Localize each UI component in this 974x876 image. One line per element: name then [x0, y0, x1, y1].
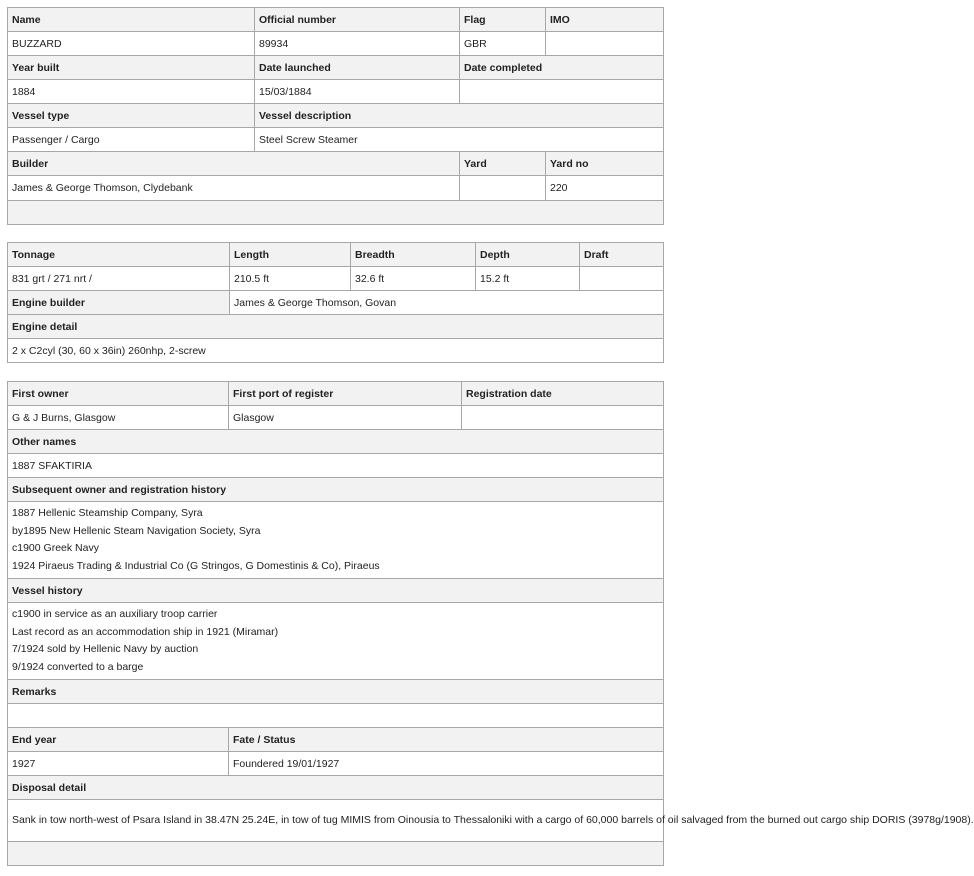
imo-label: IMO [546, 8, 664, 32]
registration-date-label: Registration date [462, 382, 664, 406]
yard-no-value: 220 [546, 176, 664, 201]
length-value: 210.5 ft [230, 267, 351, 291]
vessel-history-list [8, 603, 664, 680]
tonnage-label: Tonnage [8, 243, 230, 267]
first-port-label: First port of register [229, 382, 462, 406]
vessel-type-value: Passenger / Cargo [8, 128, 255, 152]
vessel-dimensions-table [7, 242, 664, 363]
official-number-value: 89934 [255, 32, 460, 56]
name-value: BUZZARD [8, 32, 255, 56]
spacer-row [8, 201, 664, 225]
flag-value: GBR [460, 32, 546, 56]
breadth-value: 32.6 ft [351, 267, 476, 291]
date-completed-value [460, 80, 664, 104]
other-names-value: 1887 SFAKTIRIA [8, 454, 664, 478]
draft-label: Draft [580, 243, 664, 267]
list-item: c1900 Greek Navy [12, 542, 99, 554]
remarks-value [8, 704, 664, 728]
list-item: c1900 in service as an auxiliary troop carrier [12, 608, 218, 620]
year-built-label: Year built [8, 56, 255, 80]
disposal-value: Sank in tow north-west of Psara Island in 38.47N 25.24E, in tow of tug MIMIS from Oinousia to Thessaloniki with a cargo of 60,000 barrels of oil salvaged from the burned out cargo ship DORIS (3978g/1908). [8, 800, 664, 842]
official-number-label: Official number [255, 8, 460, 32]
tonnage-value: 831 grt / 271 nrt / [8, 267, 230, 291]
draft-value [580, 267, 664, 291]
flag-label: Flag [460, 8, 546, 32]
depth-value: 15.2 ft [476, 267, 580, 291]
list-item: 9/1924 converted to a barge [12, 660, 144, 673]
registration-date-value [462, 406, 664, 430]
vessel-identity-table [7, 7, 664, 225]
list-item: by1895 New Hellenic Steam Navigation Society, Syra [12, 524, 261, 537]
spacer-row [8, 842, 664, 866]
length-label: Length [230, 243, 351, 267]
fate-label: Fate / Status [229, 728, 664, 752]
vessel-type-label: Vessel type [8, 104, 255, 128]
date-launched-value: 15/03/1884 [255, 80, 460, 104]
list-item: 1924 Piraeus Trading & Industrial Co (G Stringos, G Domestinis & Co), Piraeus [12, 559, 380, 572]
end-year-value: 1927 [8, 752, 229, 776]
builder-label: Builder [8, 152, 460, 176]
engine-detail-label: Engine detail [8, 315, 664, 339]
subsequent-owner-label: Subsequent owner and registration history [8, 478, 664, 502]
date-launched-label: Date launched [255, 56, 460, 80]
first-owner-label: First owner [8, 382, 229, 406]
list-item: 7/1924 sold by Hellenic Navy by auction [12, 643, 199, 655]
vessel-history-label: Vessel history [8, 579, 664, 603]
yard-label: Yard [460, 152, 546, 176]
yard-value [460, 176, 546, 201]
imo-value [546, 32, 664, 56]
vessel-description-value: Steel Screw Steamer [255, 128, 664, 152]
list-item: 1887 Hellenic Steamship Company, Syra [12, 507, 203, 519]
name-label: Name [8, 8, 255, 32]
first-owner-value: G & J Burns, Glasgow [8, 406, 229, 430]
depth-label: Depth [476, 243, 580, 267]
vessel-history-table [7, 381, 974, 866]
list-item: Last record as an accommodation ship in 1921 (Miramar) [12, 625, 279, 638]
vessel-description-label: Vessel description [255, 104, 664, 128]
date-completed-label: Date completed [460, 56, 664, 80]
other-names-label: Other names [8, 430, 664, 454]
subsequent-owner-list [8, 502, 664, 579]
end-year-label: End year [8, 728, 229, 752]
fate-value: Foundered 19/01/1927 [229, 752, 664, 776]
breadth-label: Breadth [351, 243, 476, 267]
engine-builder-label: Engine builder [8, 291, 230, 315]
builder-value: James & George Thomson, Clydebank [8, 176, 460, 201]
disposal-label: Disposal detail [8, 776, 664, 800]
remarks-label: Remarks [8, 680, 664, 704]
engine-builder-value: James & George Thomson, Govan [230, 291, 664, 315]
first-port-value: Glasgow [229, 406, 462, 430]
yard-no-label: Yard no [546, 152, 664, 176]
engine-detail-value: 2 x C2cyl (30, 60 x 36in) 260nhp, 2-screw [8, 339, 664, 363]
year-built-value: 1884 [8, 80, 255, 104]
